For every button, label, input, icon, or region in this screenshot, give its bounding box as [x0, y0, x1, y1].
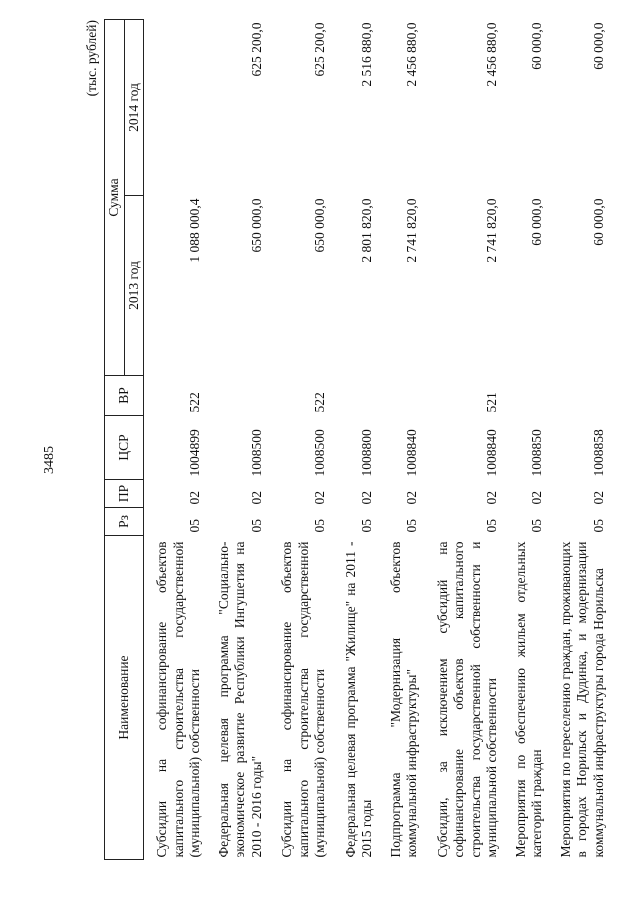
page-number: 3485 — [42, 446, 57, 474]
row-rz: 05 — [359, 519, 374, 533]
row-rz: 05 — [312, 519, 327, 533]
row-pr: 02 — [529, 491, 544, 505]
header-rz: Рз — [105, 508, 144, 536]
row-vr: 522 — [312, 392, 327, 413]
row-csr: 1008840 — [484, 429, 499, 477]
row-vr — [378, 376, 423, 416]
table-row — [503, 19, 548, 859]
units-label: (тыс. рублей) — [84, 20, 99, 97]
row-name: Субсидии, за исключением субсидий на софинансирование объектов капитального строительства государственной собственности и муниципальной собственности — [434, 541, 499, 858]
table-row — [331, 19, 378, 859]
table-row — [144, 19, 206, 859]
table-row — [548, 19, 610, 859]
header-2014: 2014 год — [124, 19, 144, 195]
row-vr: 522 — [187, 392, 202, 413]
row-rz: 05 — [248, 519, 264, 533]
row-rz: 05 — [484, 519, 499, 533]
row-csr: 1008500 — [248, 429, 264, 477]
table-row — [378, 19, 423, 859]
row-sum-2014: 60 000,0 — [590, 22, 606, 70]
row-pr: 02 — [359, 491, 374, 505]
row-sum-2013: 60 000,0 — [590, 198, 606, 246]
row-rz: 05 — [590, 519, 606, 533]
table-row — [206, 19, 268, 859]
table-row — [267, 19, 331, 859]
row-sum-2014: 2 516 880,0 — [359, 22, 374, 87]
row-sum-2013: 650 000,0 — [248, 198, 264, 253]
table-row — [423, 19, 503, 859]
row-sum-2013: 650 000,0 — [312, 198, 327, 253]
row-vr — [331, 376, 378, 416]
row-name: Мероприятия по обеспечению жильем отдельных категорий граждан — [512, 541, 544, 858]
row-name: Федеральная целевая программа "Социально-экономическое развитие Республики Ингушетия на 2010 - 2016 годы" — [215, 541, 264, 858]
row-sum-2014: 2 456 880,0 — [484, 22, 499, 87]
row-sum-2014: 2 456 880,0 — [404, 22, 419, 87]
row-sum-2014: 625 200,0 — [312, 22, 327, 77]
table-body — [144, 19, 610, 859]
row-name: Мероприятия по переселению граждан, проживающих в городах Норильск и Дудинка, и модернизации коммунальной инфраструктуры города Норильска — [557, 541, 606, 858]
row-rz: 05 — [404, 519, 419, 533]
row-pr: 02 — [248, 491, 264, 505]
row-csr: 1008840 — [404, 429, 419, 477]
table-header — [105, 19, 144, 859]
row-sum-2014: 625 200,0 — [248, 22, 264, 77]
row-sum-2014: 60 000,0 — [529, 22, 544, 70]
row-name: Субсидии на софинансирование объектов капитального строительства государственной (муниципальной) собственности — [279, 541, 327, 858]
row-sum-2013: 2 741 820,0 — [404, 198, 419, 263]
row-sum-2013: 2 801 820,0 — [359, 198, 374, 263]
row-csr: 1008500 — [312, 429, 327, 477]
row-pr: 02 — [312, 491, 327, 505]
row-name: Федеральная целевая программа "Жилище" на 2011 - 2015 годы — [342, 541, 374, 858]
row-pr: 02 — [590, 491, 606, 505]
row-vr — [206, 376, 268, 416]
row-vr — [548, 376, 610, 416]
row-csr: 1008850 — [529, 429, 544, 477]
row-sum-2013: 60 000,0 — [529, 198, 544, 246]
budget-table — [104, 19, 609, 860]
header-sum: Сумма — [105, 19, 125, 375]
row-sum-2014 — [144, 19, 206, 195]
row-name: Субсидии на софинансирование объектов капитального строительства государственной (муниципальной) собственности — [154, 541, 202, 858]
row-rz: 05 — [187, 519, 202, 533]
header-pr: ПР — [105, 480, 144, 508]
row-sum-2013: 1 088 000,4 — [187, 198, 202, 263]
row-csr: 1008800 — [359, 429, 374, 477]
header-2013: 2013 год — [124, 196, 144, 376]
row-vr — [503, 376, 548, 416]
row-pr: 02 — [187, 491, 202, 505]
row-pr: 02 — [404, 491, 419, 505]
row-csr: 1004899 — [187, 429, 202, 477]
row-pr: 02 — [484, 491, 499, 505]
row-csr: 1008858 — [590, 429, 606, 477]
row-name: Подпрограмма "Модернизация объектов коммунальной инфраструктуры" — [387, 541, 419, 858]
row-vr: 521 — [484, 392, 499, 413]
header-vr: ВР — [105, 376, 144, 416]
header-csr: ЦСР — [105, 416, 144, 480]
row-rz: 05 — [529, 519, 544, 533]
row-sum-2013: 2 741 820,0 — [484, 198, 499, 263]
header-name: Наименование — [105, 536, 144, 860]
rotated-page — [82, 20, 606, 860]
